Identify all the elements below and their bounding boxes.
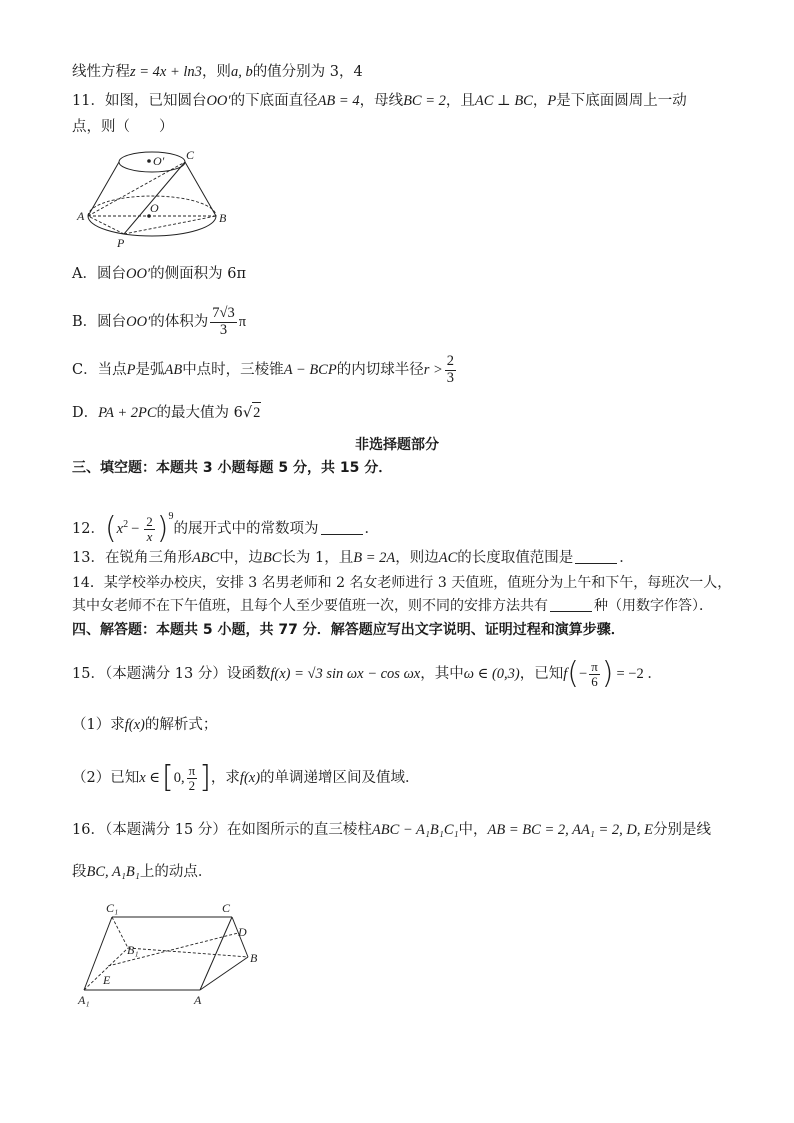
question-14-line2	[72, 596, 713, 616]
sqrt-radicand: 2	[252, 402, 261, 423]
math-expression: P	[126, 362, 136, 378]
left-generatrix	[88, 162, 119, 216]
text: ．	[364, 521, 380, 537]
fraction-denominator: 2	[188, 777, 196, 793]
section-title: 非选择题部分	[355, 437, 439, 453]
math-expression: P	[547, 93, 557, 109]
fraction	[445, 354, 456, 385]
text: ，	[532, 93, 548, 109]
math-expression: x ∈	[139, 770, 161, 786]
text: 的解析式；	[144, 717, 218, 733]
question-12: 12．($x^2$ − $\frac{2}{x}$ )$^9$的展开式中的常数项为 ．	[72, 511, 380, 546]
math-expression: f(x)	[239, 770, 261, 786]
text: 的下底面直径	[230, 93, 318, 109]
math-expression: −	[131, 521, 140, 537]
edge-B1B	[128, 948, 248, 957]
part-3-heading: 三、填空题：本题共 3 小题每题 5 分，共 15 分．	[72, 460, 393, 476]
text: 点，则（ ）	[72, 119, 174, 135]
text: 的侧面积为 6π	[150, 266, 246, 282]
text: 是弧	[135, 362, 165, 378]
label-B: B	[250, 951, 258, 965]
math-expression: OO′	[125, 266, 151, 282]
text: B．圆台	[72, 314, 127, 330]
text: 种（用数字作答）．	[594, 598, 713, 614]
math-expression: A − BCP	[283, 362, 337, 378]
fraction-numerator: 7√3	[212, 305, 235, 322]
question-15: 15．（本题满分 13 分）设函数f(x) = √3 sin ωx − cos ωx，其中ω ∈ (0,3)，已知f(− $\frac{\pi}{6}$ ) = −2 ．	[72, 656, 662, 691]
label-C1: C₁	[106, 901, 119, 915]
segment-PB	[124, 216, 216, 234]
question-15-part-2: （2）已知x ∈[0, $\frac{\pi}{2}$ ]，求f(x)的单调递增区间及值域．	[72, 760, 420, 795]
answer-blank[interactable]	[550, 597, 592, 612]
fraction	[187, 764, 198, 792]
math-expression: a, b	[230, 64, 253, 80]
label-C: C	[222, 901, 231, 915]
math-expression: f(x) = √3 sin ωx − cos ωx	[270, 666, 421, 682]
text: 段	[72, 864, 87, 880]
right-generatrix	[185, 162, 216, 216]
text: 的展开式中的常数项为	[173, 521, 319, 537]
option-B	[72, 302, 246, 342]
math-expression: ω ∈ (0,3)	[463, 666, 520, 682]
text: ，则	[201, 64, 231, 80]
fraction	[589, 660, 600, 688]
math-expression: BC	[262, 550, 282, 566]
math-expression: x	[116, 521, 124, 537]
text: （2）已知	[72, 770, 140, 786]
text: 16．（本题满分 15 分）在如图所示的直三棱柱	[72, 822, 372, 838]
label-E: E	[103, 973, 111, 987]
label-D: D	[238, 925, 247, 939]
label-B1: B₁	[127, 943, 139, 957]
question-11-line2	[72, 117, 174, 137]
math-expression: = −2 ．	[616, 666, 662, 682]
text: 线性方程	[72, 64, 130, 80]
text: ．	[619, 550, 634, 566]
text: 中，边	[219, 550, 263, 566]
question-16-line2	[72, 862, 212, 882]
math-expression: B = 2A	[353, 550, 396, 566]
fraction	[210, 306, 236, 337]
fraction-denominator: 3	[219, 321, 228, 338]
math-expression: z = 4x + ln3	[130, 64, 202, 80]
question-11-line1	[72, 91, 687, 111]
fraction-numerator: 2	[146, 513, 153, 529]
label-O1: O′	[153, 154, 165, 168]
text: 的值分别为 3，4	[252, 64, 363, 80]
math-expression: PA + 2PC	[98, 405, 157, 421]
text: 中点时，三棱锥	[182, 362, 284, 378]
text: 12．	[72, 521, 105, 537]
math-expression: AB	[164, 362, 183, 378]
math-expression: BC = 2	[403, 93, 446, 109]
option-C	[72, 350, 458, 390]
text: 分别是线	[652, 822, 711, 838]
prism-figure	[72, 900, 272, 1010]
math-expression: f	[563, 666, 568, 682]
option-A	[72, 264, 246, 284]
label-A1: A₁	[78, 993, 90, 1007]
label-A: A	[77, 209, 85, 223]
option-D: D．PA + 2PC的最大值为 6√2	[72, 402, 261, 423]
text: D．	[72, 405, 99, 421]
part-4-heading: 四、解答题：本题共 5 小题，共 77 分．解答题应写出文字说明、证明过程和演算步骤．	[72, 622, 625, 638]
math-expression: π	[238, 314, 247, 330]
text: 的最大值为 6	[156, 405, 243, 421]
text: 是下底面圆周上一动	[556, 93, 687, 109]
fraction-denominator: 3	[446, 369, 455, 386]
text: ，母线	[359, 93, 404, 109]
label-P: P	[117, 236, 125, 250]
question-16-line1	[72, 820, 711, 840]
fraction-numerator: π	[591, 658, 598, 674]
text-line-linear-equation	[72, 62, 363, 82]
label-B: B	[219, 211, 227, 225]
text: A．圆台	[72, 266, 126, 282]
text: ，求	[210, 770, 240, 786]
text: 中，	[458, 822, 488, 838]
point-O1	[147, 159, 151, 163]
text: ，已知	[519, 666, 564, 682]
math-expression: ABC	[191, 550, 220, 566]
math-expression: BC, A₁B₁	[86, 864, 140, 880]
fraction-numerator: 2	[446, 353, 455, 370]
frustum-figure	[74, 145, 234, 250]
text: 15．（本题满分 13 分）设函数	[72, 666, 271, 682]
text: 11．如图，已知圆台	[72, 93, 207, 109]
text: 长为 1，且	[281, 550, 354, 566]
text: 的体积为	[150, 314, 209, 330]
text: （1）求	[72, 717, 125, 733]
text: ，则边	[395, 550, 439, 566]
label-C: C	[186, 148, 195, 162]
text: 其中女老师不在下午值班，且每个人至少要值班一次，则不同的安排方法共有	[72, 598, 548, 614]
label-A: A	[194, 993, 202, 1007]
text: ，其中	[420, 666, 464, 682]
text: C．当点	[72, 362, 127, 378]
fraction	[144, 515, 155, 543]
top-ellipse	[119, 152, 185, 172]
fraction-denominator: 6	[591, 673, 598, 689]
math-expression: r >	[423, 362, 443, 378]
math-expression: AC	[438, 550, 458, 566]
math-expression: AB = 4	[317, 93, 360, 109]
bottom-ellipse-front	[88, 216, 216, 236]
label-O: O	[150, 201, 159, 215]
text: 的内切球半径	[336, 362, 424, 378]
fraction-denominator: x	[146, 528, 153, 544]
text: 上的动点．	[139, 864, 213, 880]
math-expression: f(x)	[124, 717, 145, 733]
question-15-part-1	[72, 715, 217, 735]
exponent: 9	[168, 511, 174, 522]
answer-blank[interactable]	[321, 520, 363, 535]
text: 的单调递增区间及值域．	[260, 770, 420, 786]
question-13	[72, 548, 634, 568]
edge-C1B1	[112, 917, 128, 948]
segment-PA	[88, 216, 124, 234]
question-14-line1: 14．某学校举办校庆，安排 3 名男老师和 2 名女老师进行 3 天值班，值班分为上午和下午，每班次一人，	[72, 575, 732, 591]
math-expression: OO′	[206, 93, 231, 109]
text: 13．在锐角三角形	[72, 550, 192, 566]
segment-PC	[124, 162, 185, 234]
fraction-numerator: π	[188, 762, 196, 778]
math-expression: ABC − A₁B₁C₁	[371, 822, 459, 838]
text: 的长度取值范围是	[457, 550, 574, 566]
math-expression: AB = BC = 2, AA₁ = 2, D, E	[487, 822, 653, 838]
math-expression: OO′	[126, 314, 151, 330]
math-expression: AC ⊥ BC	[474, 93, 533, 109]
answer-blank[interactable]	[575, 549, 617, 564]
text: ，且	[445, 93, 475, 109]
